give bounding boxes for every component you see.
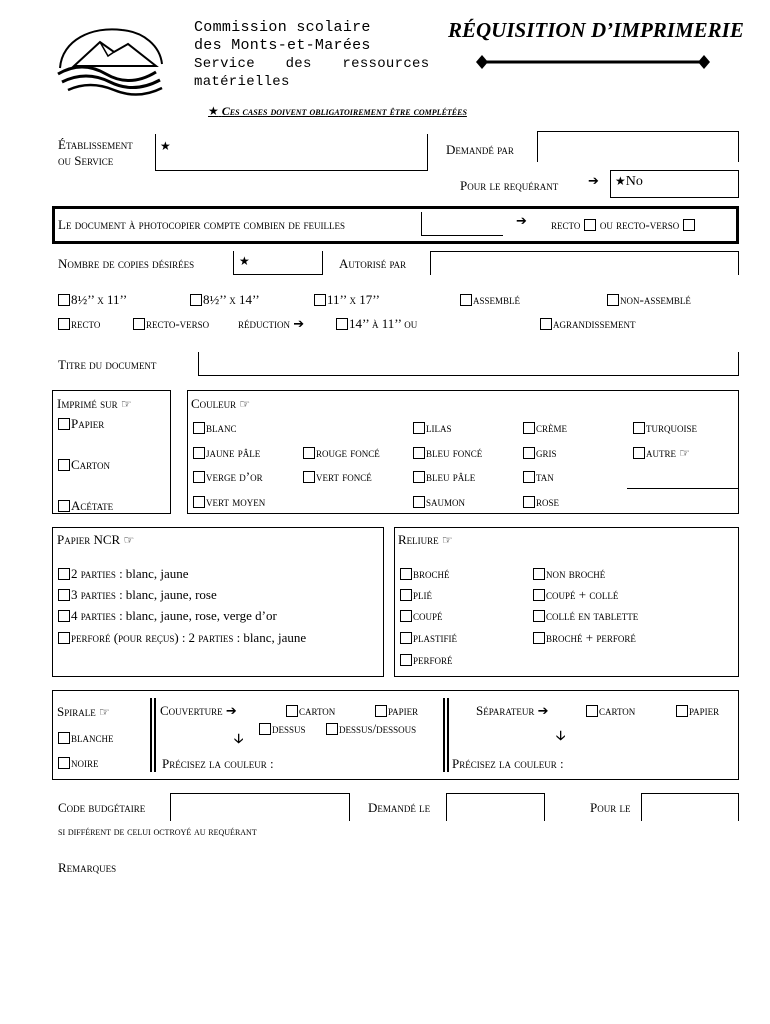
ncr-2-parts-checkbox[interactable] xyxy=(58,568,70,580)
color-checkbox[interactable] xyxy=(523,422,535,434)
color-checkbox[interactable] xyxy=(193,471,205,483)
ncr-4-parts-label: 4 parties : xyxy=(71,608,123,623)
format-11x17-label: 11’’ x 17’’ xyxy=(327,292,380,307)
color-checkbox[interactable] xyxy=(413,447,425,459)
format-8x14-label: 8½’’ x 14’’ xyxy=(203,292,260,307)
org-name-line2: des Monts-et-Marées xyxy=(194,37,371,54)
assembled-checkbox[interactable] xyxy=(460,294,472,306)
non-assembled-label: non-assemblé xyxy=(620,292,691,307)
page-title: RÉQUISITION D’IMPRIMERIE xyxy=(448,18,744,42)
requester-number-field[interactable] xyxy=(610,170,739,198)
binding-checkbox[interactable] xyxy=(400,568,412,580)
format-14x11-checkbox[interactable] xyxy=(336,318,348,330)
cover-paper-checkbox[interactable] xyxy=(375,705,387,717)
mandatory-note: Ces cases doivent obligatoirement être complétées xyxy=(221,104,467,118)
separator-paper-label: papier xyxy=(689,703,720,718)
punched-label: perforé xyxy=(413,652,453,667)
title-rule xyxy=(476,53,710,71)
color-option-label: crème xyxy=(536,420,568,435)
cover-color-label: Précisez la couleur : xyxy=(162,756,274,771)
budget-note: si différent de celui octroyé au requérant xyxy=(58,826,257,838)
org-service-line2: matérielles xyxy=(194,74,290,90)
authorized-by-label: Autorisé par xyxy=(339,256,407,271)
reduction-label: réduction xyxy=(238,316,290,331)
enlargement-checkbox[interactable] xyxy=(540,318,552,330)
org-name-line1: Commission scolaire xyxy=(194,19,371,36)
arrow-right-icon: ➔ xyxy=(588,174,599,189)
ncr-4-parts-colors: blanc, jaune, rose, verge d’or xyxy=(125,608,277,623)
folded-label: plié xyxy=(413,587,432,602)
ncr-perforated-colors: blanc, jaune xyxy=(243,630,307,645)
format-11x17-checkbox[interactable] xyxy=(314,294,326,306)
copies-field[interactable] xyxy=(233,251,323,275)
number-label: No xyxy=(625,174,643,189)
non-assembled-checkbox[interactable] xyxy=(607,294,619,306)
cut-glued-label: coupé + collé xyxy=(546,587,619,602)
stapled-label: broché xyxy=(413,566,450,581)
organization-logo xyxy=(52,20,172,102)
spiral-label: Spirale xyxy=(57,704,96,719)
pointing-hand-icon: ☞ xyxy=(120,397,132,411)
separator-label: Séparateur xyxy=(476,703,535,718)
cover-top-label: dessus xyxy=(272,721,306,736)
ncr-3-parts-label: 3 parties : xyxy=(71,587,123,602)
ncr-perforated-checkbox[interactable] xyxy=(58,632,70,644)
pad-glued-label: collé en tablette xyxy=(546,608,639,623)
binding-checkbox[interactable] xyxy=(400,654,412,666)
binding-checkbox[interactable] xyxy=(400,632,412,644)
color-option-label: verge d’or xyxy=(206,469,263,484)
recto-format-label: recto xyxy=(71,316,101,331)
color-option-label: turquoise xyxy=(646,420,697,435)
cover-top-bottom-label: dessus/dessous xyxy=(339,721,417,736)
cover-top-bottom-checkbox[interactable] xyxy=(326,723,338,735)
divider xyxy=(154,698,156,772)
remarks-label: Remarques xyxy=(58,860,117,875)
color-option-label: saumon xyxy=(426,494,466,509)
arrow-right-icon: ➔ xyxy=(516,214,527,229)
recto-verso-label: ou recto-verso xyxy=(599,217,680,232)
color-checkbox[interactable] xyxy=(413,471,425,483)
arrow-down-icon: 🡣 xyxy=(234,732,244,747)
color-checkbox[interactable] xyxy=(523,447,535,459)
acetate-label: Acétate xyxy=(71,498,114,513)
color-checkbox[interactable] xyxy=(413,496,425,508)
arrow-down-icon: 🡣 xyxy=(556,729,566,744)
spiral-black-checkbox[interactable] xyxy=(58,757,70,769)
star-icon: ★ xyxy=(239,254,250,268)
cover-label: Couverture xyxy=(160,703,223,718)
separator-carton-checkbox[interactable] xyxy=(586,705,598,717)
color-checkbox[interactable] xyxy=(193,422,205,434)
ncr-label: Papier NCR xyxy=(57,532,121,547)
acetate-checkbox[interactable] xyxy=(58,500,70,512)
color-option-label: vert moyen xyxy=(206,494,266,509)
divider xyxy=(447,698,449,772)
binding-checkbox[interactable] xyxy=(533,568,545,580)
ncr-4-parts-checkbox[interactable] xyxy=(58,610,70,622)
pointing-hand-icon: ☞ xyxy=(123,533,135,547)
color-checkbox[interactable] xyxy=(523,496,535,508)
format-8x14-checkbox[interactable] xyxy=(190,294,202,306)
recto-verso-format-checkbox[interactable] xyxy=(133,318,145,330)
pointing-hand-icon: ☞ xyxy=(679,446,691,460)
color-checkbox[interactable] xyxy=(633,447,645,459)
document-title-label: Titre du document xyxy=(58,357,157,372)
separator-paper-checkbox[interactable] xyxy=(676,705,688,717)
color-option-label: jaune pâle xyxy=(206,445,261,460)
color-option-label: rose xyxy=(536,494,560,509)
remarks-area[interactable] xyxy=(58,880,738,1010)
color-checkbox[interactable] xyxy=(413,422,425,434)
ncr-2-parts-colors: blanc, jaune xyxy=(125,566,189,581)
arrow-right-icon: ➔ xyxy=(537,704,549,719)
paper-checkbox[interactable] xyxy=(58,418,70,430)
not-stapled-label: non broché xyxy=(546,566,606,581)
recto-format-checkbox[interactable] xyxy=(58,318,70,330)
color-option-label: vert foncé xyxy=(316,469,372,484)
copies-label: Nombre de copies désirées xyxy=(58,256,195,271)
color-checkbox[interactable] xyxy=(523,471,535,483)
authorized-by-field[interactable] xyxy=(430,251,739,275)
color-label: Couleur xyxy=(191,396,237,411)
for-requester-label: Pour le requérant xyxy=(460,178,559,193)
binding-label: Reliure xyxy=(398,532,439,547)
stapled-punched-label: broché + perforé xyxy=(546,630,636,645)
establishment-field[interactable] xyxy=(155,134,428,171)
cardboard-label: Carton xyxy=(71,457,110,472)
color-checkbox[interactable] xyxy=(303,471,315,483)
spiral-white-checkbox[interactable] xyxy=(58,732,70,744)
cover-paper-label: papier xyxy=(388,703,419,718)
color-checkbox[interactable] xyxy=(193,447,205,459)
recto-label: recto xyxy=(551,217,581,232)
format-8x11-checkbox[interactable] xyxy=(58,294,70,306)
printed-on-label: Imprimé sur xyxy=(57,396,118,411)
sheets-count-label: Le document à photocopier compte combien de feuilles xyxy=(58,217,346,232)
requested-on-label: Demandé le xyxy=(368,800,431,815)
format-8x11-label: 8½’’ x 11’’ xyxy=(71,292,128,307)
binding-checkbox[interactable] xyxy=(533,632,545,644)
ncr-3-parts-colors: blanc, jaune, rose xyxy=(125,587,217,602)
ncr-perforated-label: perforé (pour reçus) : xyxy=(71,630,186,645)
color-option-label: bleu foncé xyxy=(426,445,483,460)
laminated-label: plastifié xyxy=(413,630,458,645)
arrow-right-icon: ➔ xyxy=(225,704,237,719)
color-option-label: tan xyxy=(536,469,554,484)
star-icon: ★ xyxy=(615,174,626,188)
requested-by-field[interactable] xyxy=(537,131,739,162)
recto-checkbox[interactable] xyxy=(584,219,596,231)
establishment-label-2: ou Service xyxy=(58,153,114,168)
paper-label: Papier xyxy=(71,416,105,431)
arrow-right-icon: ➔ xyxy=(293,317,305,332)
color-checkbox[interactable] xyxy=(633,422,645,434)
color-option-label: lilas xyxy=(426,420,452,435)
binding-checkbox[interactable] xyxy=(400,589,412,601)
cut-label: coupé xyxy=(413,608,443,623)
format-14x11-label: 14’’ à 11’’ ou xyxy=(349,316,418,331)
color-option-label: autre xyxy=(646,445,676,460)
requested-on-field[interactable] xyxy=(446,793,545,821)
spiral-black-label: noire xyxy=(71,755,99,770)
pointing-hand-icon: ☞ xyxy=(239,397,251,411)
document-title-field[interactable] xyxy=(198,352,739,376)
divider xyxy=(150,698,152,772)
color-option-label: bleu pâle xyxy=(426,469,476,484)
enlargement-label: agrandissement xyxy=(553,316,636,331)
for-date-label: Pour le xyxy=(590,800,631,815)
requested-by-label: Demandé par xyxy=(446,142,514,157)
other-color-field[interactable] xyxy=(627,488,739,489)
budget-code-label: Code budgétaire xyxy=(58,800,146,815)
recto-verso-checkbox[interactable] xyxy=(683,219,695,231)
cover-top-checkbox[interactable] xyxy=(259,723,271,735)
recto-verso-format-label: recto-verso xyxy=(146,316,210,331)
org-service-line1: Service des ressources xyxy=(194,56,430,72)
ncr-2-parts-label: 2 parties : xyxy=(71,566,123,581)
color-option-label: blanc xyxy=(206,420,237,435)
color-option-label: gris xyxy=(536,445,557,460)
ncr-perforated-parts: 2 parties : xyxy=(188,630,241,645)
star-icon: ★ xyxy=(208,104,219,118)
binding-checkbox[interactable] xyxy=(533,610,545,622)
cover-carton-checkbox[interactable] xyxy=(286,705,298,717)
color-option-label: rouge foncé xyxy=(316,445,380,460)
budget-code-field[interactable] xyxy=(170,793,350,821)
separator-carton-label: carton xyxy=(599,703,636,718)
establishment-label-1: Établissement xyxy=(58,137,133,152)
star-icon: ★ xyxy=(160,139,171,153)
cover-carton-label: carton xyxy=(299,703,336,718)
color-checkbox[interactable] xyxy=(193,496,205,508)
binding-checkbox[interactable] xyxy=(533,589,545,601)
cardboard-checkbox[interactable] xyxy=(58,459,70,471)
divider xyxy=(443,698,445,772)
for-date-field[interactable] xyxy=(641,793,739,821)
color-checkbox[interactable] xyxy=(303,447,315,459)
assembled-label: assemblé xyxy=(473,292,521,307)
binding-checkbox[interactable] xyxy=(400,610,412,622)
pointing-hand-icon: ☞ xyxy=(441,533,453,547)
pointing-hand-icon: ☞ xyxy=(98,705,110,719)
sheets-count-field[interactable] xyxy=(421,212,503,236)
separator-color-label: Précisez la couleur : xyxy=(452,756,564,771)
spiral-white-label: blanche xyxy=(71,730,114,745)
ncr-3-parts-checkbox[interactable] xyxy=(58,589,70,601)
